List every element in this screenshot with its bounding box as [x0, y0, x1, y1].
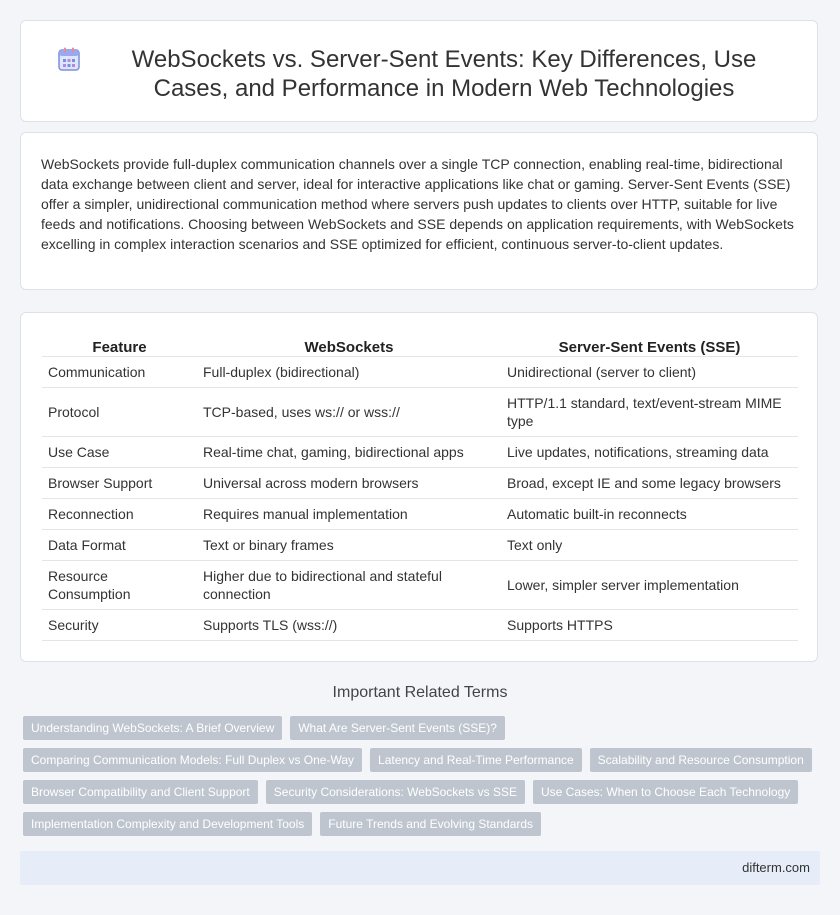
- table-row: [42, 499, 798, 530]
- feature-cell: Browser Support: [42, 468, 197, 499]
- table-row: [42, 561, 798, 610]
- sse-cell: Supports HTTPS: [501, 610, 798, 641]
- header-card: [20, 20, 818, 122]
- header-sse: Server-Sent Events (SSE): [501, 333, 798, 357]
- websockets-cell: Higher due to bidirectional and stateful connection: [197, 561, 501, 610]
- table-row: [42, 468, 798, 499]
- intro-card: [20, 132, 818, 290]
- comparison-table: [42, 333, 798, 641]
- sse-cell: Unidirectional (server to client): [501, 357, 798, 388]
- related-term-chip[interactable]: Latency and Real-Time Performance: [370, 748, 582, 772]
- chip-row: [23, 716, 813, 748]
- related-terms-title: Important Related Terms: [332, 684, 508, 701]
- table-row: [42, 610, 798, 641]
- footer: [20, 851, 820, 885]
- chip-row: [23, 812, 813, 844]
- sse-cell: HTTP/1.1 standard, text/event-stream MIME type: [501, 388, 798, 437]
- sse-cell: Lower, simpler server implementation: [501, 561, 798, 610]
- sse-cell: Automatic built-in reconnects: [501, 499, 798, 530]
- websockets-cell: Universal across modern browsers: [197, 468, 501, 499]
- related-term-chip[interactable]: Implementation Complexity and Development Tools: [23, 812, 312, 836]
- related-term-chip[interactable]: Security Considerations: WebSockets vs SSE: [266, 780, 525, 804]
- related-term-chip[interactable]: Comparing Communication Models: Full Duplex vs One-Way: [23, 748, 362, 772]
- related-term-chip[interactable]: Future Trends and Evolving Standards: [320, 812, 541, 836]
- table-row: [42, 437, 798, 468]
- sse-cell: Text only: [501, 530, 798, 561]
- chip-row: [23, 780, 813, 812]
- related-term-chip[interactable]: Scalability and Resource Consumption: [590, 748, 812, 772]
- table-row: [42, 388, 798, 437]
- feature-cell: Communication: [42, 357, 197, 388]
- header-websockets: WebSockets: [197, 333, 501, 357]
- table-row: [42, 530, 798, 561]
- related-terms-list: [23, 716, 813, 844]
- related-term-chip[interactable]: What Are Server-Sent Events (SSE)?: [290, 716, 505, 740]
- related-term-chip[interactable]: Use Cases: When to Choose Each Technology: [533, 780, 798, 804]
- header-feature: Feature: [42, 333, 197, 357]
- related-term-chip[interactable]: Browser Compatibility and Client Support: [23, 780, 258, 804]
- feature-cell: Protocol: [42, 388, 197, 437]
- websockets-cell: Supports TLS (wss://): [197, 610, 501, 641]
- table-row: [42, 357, 798, 388]
- websockets-cell: Full-duplex (bidirectional): [197, 357, 501, 388]
- feature-cell: Use Case: [42, 437, 197, 468]
- footer-site-link[interactable]: difterm.com: [742, 860, 810, 875]
- page-title: WebSockets vs. Server-Sent Events: Key Differences, Use Cases, and Performance in Modern Web Technologies: [131, 46, 757, 102]
- intro-text: WebSockets provide full-duplex communication channels over a single TCP connection, enabling real-time, bidirectional data exchange between client and server, ideal for interactive applications like chat or gaming. Server-Sent Events (SSE) offer a simpler, unidirectional communication method where servers push updates to clients over HTTP, suitable for live feeds and notifications. Choosing between WebSockets and SSE depends on application requirements, with WebSockets excelling in complex interaction scenarios and SSE optimized for efficient, continuous server-to-client updates.: [41, 156, 794, 252]
- calendar-grid-icon: [58, 47, 80, 71]
- sse-cell: Live updates, notifications, streaming data: [501, 437, 798, 468]
- table-header-row: [42, 333, 798, 357]
- feature-cell: Data Format: [42, 530, 197, 561]
- related-term-chip[interactable]: Understanding WebSockets: A Brief Overview: [23, 716, 282, 740]
- websockets-cell: Requires manual implementation: [197, 499, 501, 530]
- feature-cell: Security: [42, 610, 197, 641]
- sse-cell: Broad, except IE and some legacy browsers: [501, 468, 798, 499]
- feature-cell: Resource Consumption: [42, 561, 197, 610]
- chip-row: [23, 748, 813, 780]
- websockets-cell: TCP-based, uses ws:// or wss://: [197, 388, 501, 437]
- websockets-cell: Text or binary frames: [197, 530, 501, 561]
- comparison-card: [20, 312, 818, 662]
- feature-cell: Reconnection: [42, 499, 197, 530]
- websockets-cell: Real-time chat, gaming, bidirectional apps: [197, 437, 501, 468]
